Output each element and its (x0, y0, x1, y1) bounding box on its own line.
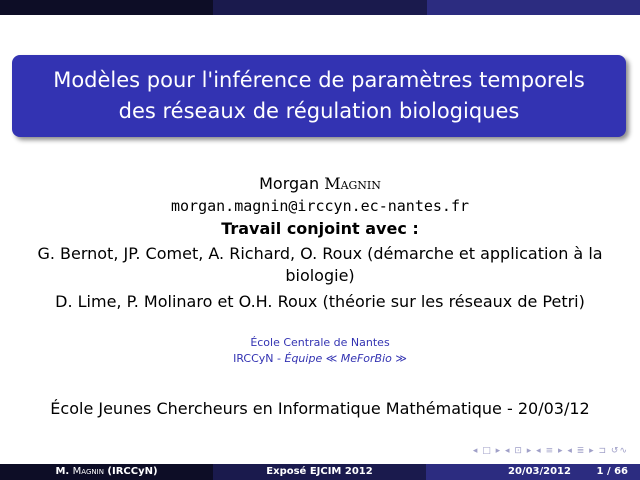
footer-date: 20/03/2012 (508, 466, 571, 477)
footer-author-initial: M. (55, 466, 70, 477)
author-email[interactable]: morgan.magnin@irccyn.ec-nantes.fr (170, 197, 469, 215)
collaborators-petri: D. Lime, P. Molinaro et O.H. Roux (théorie sur les réseaux de Petri) (55, 292, 585, 311)
top-navigation-bar (0, 0, 640, 15)
footer-bar (0, 464, 640, 480)
author-last-name: Magnin (324, 174, 381, 193)
team-name: Équipe ≪ MeForBio ≫ (284, 352, 407, 365)
footer-date-page (426, 464, 640, 480)
author-name (0, 174, 640, 193)
footer-page-number: 1 / 66 (596, 466, 628, 477)
footer-affiliation: (IRCCyN) (107, 466, 158, 477)
event-line: École Jeunes Chercheurs en Informatique Mathématique - 20/03/12 (50, 399, 590, 418)
joint-work-label: Travail conjoint avec : (221, 219, 419, 238)
top-bar-segment-3 (427, 0, 640, 15)
top-bar-segment-1 (0, 0, 213, 15)
slide-title-box (12, 55, 626, 137)
author-first-name: Morgan (259, 174, 320, 193)
top-bar-segment-2 (213, 0, 426, 15)
team-line (0, 352, 640, 365)
slide-title: Modèles pour l'inférence de paramètres temporels des réseaux de régulation biologiques (53, 68, 585, 123)
footer-talk-title: Exposé EJCIM 2012 (213, 464, 426, 480)
beamer-navigation-icons[interactable]: ◂ □ ▸ ◂ ⊡ ▸ ◂ ≡ ▸ ◂ ≣ ▸ ⊐ ↺∿ (472, 446, 628, 456)
footer-author (0, 464, 213, 480)
collaborators-biology: G. Bernot, JP. Comet, A. Richard, O. Roux (démarche et application à la biologie) (37, 244, 603, 285)
footer-author-last: Magnin (72, 466, 104, 477)
institution-name: École Centrale de Nantes (250, 336, 390, 349)
team-prefix: IRCCyN - (233, 352, 285, 365)
